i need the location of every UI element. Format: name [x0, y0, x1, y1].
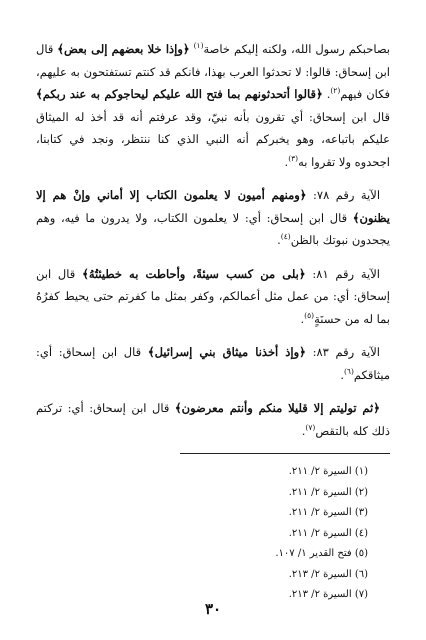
verse-label: الآية رقم ٨٣:	[305, 345, 380, 359]
footnotes	[36, 462, 390, 606]
text: قال ابن إسحاق: أي: تركتم ذلك كله بالتقص	[36, 401, 390, 438]
footnote-ref: (٧)	[305, 422, 316, 432]
footnote-item: (٣) السيرة ٢/ ٢١١.	[288, 507, 368, 518]
text: .	[277, 233, 281, 247]
text: .	[301, 423, 306, 438]
text: قال ابن إسحاق: قالوا: لا تحدثوا العرب بهذا، فانكم قد كنتم تستفتحون به عليهم، فكان فيهم	[36, 42, 391, 101]
quran-verse: ﴿ومنهم أميون لا يعلمون الكتاب إلا أماني وإنْ هم إلا يظنون﴾	[36, 188, 390, 225]
footnote-item: (٧) السيرة ٢/ ٢١٣.	[288, 589, 368, 600]
footnote-ref: (٥)	[304, 310, 315, 320]
footnote-divider	[180, 453, 390, 454]
verse-label: الآية رقم ٧٨:	[306, 188, 381, 202]
paragraph-verse-81	[36, 263, 390, 331]
quran-verse: ﴿ثم توليتم إلا قليلا منكم وأنتم معرضون﴾	[174, 401, 380, 415]
footnote-ref: (٤)	[280, 232, 291, 242]
text: قال ابن إسحاق: أي تقرون بأنه نبيّ، وقد عرفتم أنه قد أخذ له الميثاق عليكم باتباعه، وهو يخبركم أنه النبي الذي كنا ننتظر، ونجد في كتابنا، اجحدوه ولا تقروا به	[36, 109, 390, 169]
quran-verse: ﴿بلى من كسب سيئةً، وأحاطت به خطيئتُهُ﴾	[82, 266, 306, 281]
footnote-ref: (١)	[193, 41, 204, 51]
footnote-item: (٢) السيرة ٢/ ٢١١.	[288, 486, 368, 498]
footnote-ref: (٣)	[288, 153, 299, 163]
quran-verse: ﴿وإذا خلا بعضهم إلى بعض﴾	[57, 42, 190, 56]
paragraph-verse-78	[36, 184, 390, 252]
text: .	[300, 311, 305, 326]
paragraph-verse-unnumbered	[36, 397, 390, 442]
footnote-item: (٦) السيرة ٢/ ٢١٣.	[288, 568, 368, 580]
text: .	[322, 87, 331, 101]
verse-label: الآية رقم ٨١:	[305, 266, 381, 281]
quran-verse: ﴿وإذ أخذنا ميثاق بني إسرائيل﴾	[147, 345, 306, 359]
page-number: ٣٠	[204, 600, 222, 618]
text: بصاحبكم رسول الله، ولكنه إليكم خاصة	[203, 42, 390, 56]
text: .	[340, 367, 344, 382]
footnote-ref: (٢)	[330, 86, 341, 96]
footnote-item: (٤) السيرة ٢/ ٢١١.	[288, 527, 368, 539]
footnote-item: (١) السيرة ٢/ ٢١١.	[288, 466, 368, 477]
footnote-ref: (٦)	[343, 366, 354, 376]
text: .	[284, 154, 289, 169]
text: قال ابن إسحاق: أي: من عمل مثل أعمالكم، وكفر بمثل ما كفرتم حتى يحيط كفرُهُ بما له من حسنَةٍ	[36, 266, 390, 326]
footnote-item: (٥) فتح القدير ١/ ١٠٧.	[275, 548, 368, 559]
text: قال ابن إسحاق: أي: لا يعلمون الكتاب، ولا يدرون ما فيه، وهم يجحدون نبوتك بالظن	[36, 210, 390, 247]
paragraph-verse-83	[36, 341, 390, 386]
quran-verse: ﴿قالوا أتحدثونهم بما فتح الله عليكم ليحاجوكم به عند ربكم﴾	[36, 87, 323, 101]
text: قال ابن إسحاق: أي: ميثاقكم	[36, 345, 390, 382]
paragraph-1	[36, 38, 390, 173]
